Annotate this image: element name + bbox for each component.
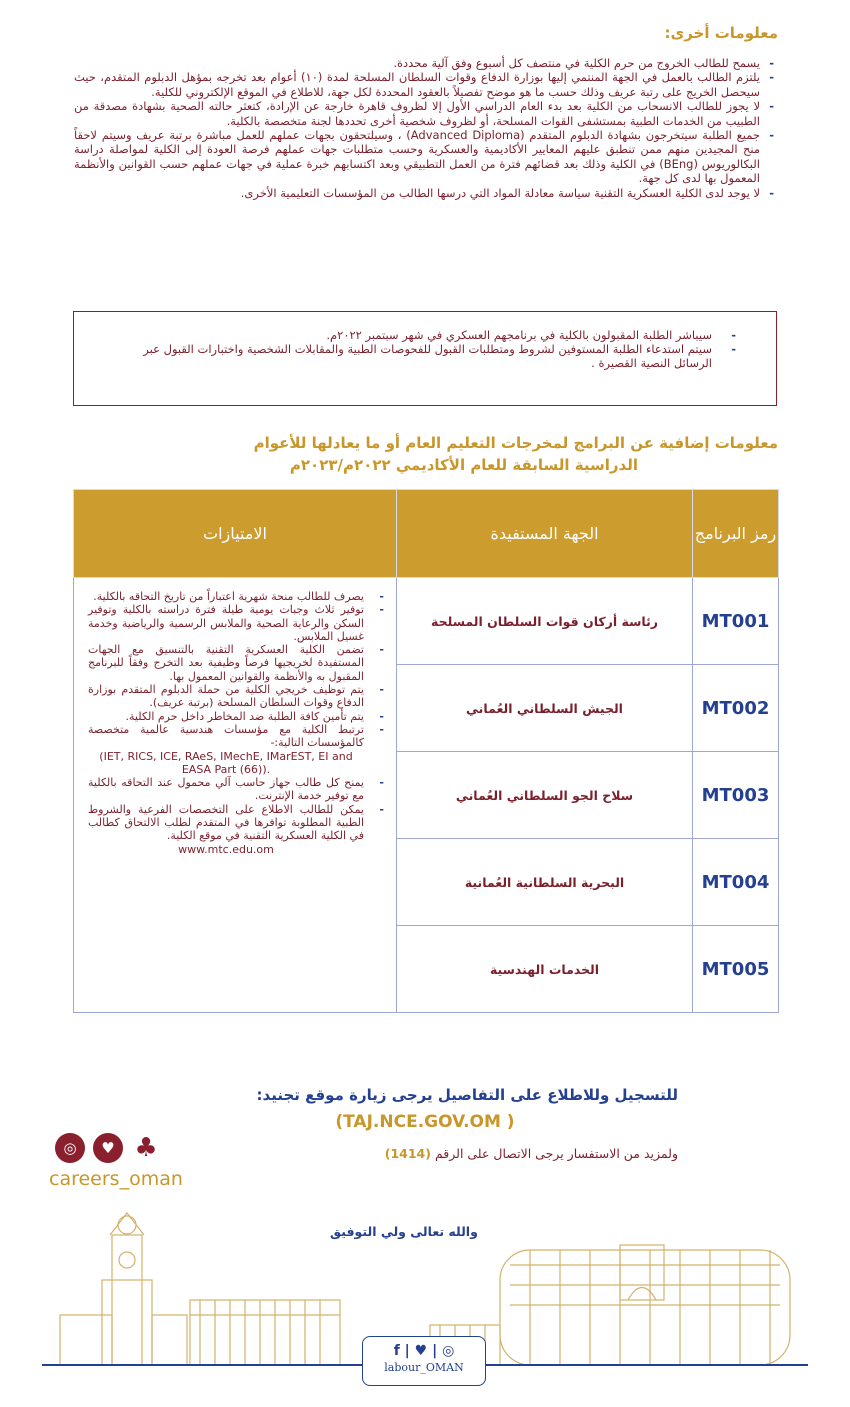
header-code: رمز البرنامج bbox=[693, 490, 779, 578]
table-row bbox=[74, 578, 779, 665]
twitter-icon[interactable]: ♥ bbox=[93, 1133, 123, 1163]
privilege-item bbox=[88, 723, 384, 776]
program-code: MT004 bbox=[693, 839, 779, 926]
privilege-item: - تضمن الكلية العسكرية التقنية بالتنسيق مع الجهات المستفيدة لخريجيها فرصاً وظيفية بعد التخرج وفقاً للبرنامج المقبول به والأنظمة والقوانين المعمول بها. bbox=[88, 643, 384, 683]
registration-title: للتسجيل وللاطلاع على التفاصيل يرجى زيارة موقع تجنيد: bbox=[256, 1086, 678, 1104]
program-code: MT001 bbox=[693, 578, 779, 665]
privilege-item bbox=[88, 803, 384, 856]
other-info-title: معلومات أخرى: bbox=[664, 24, 778, 42]
table-header-row bbox=[74, 490, 779, 578]
college-website-link[interactable]: www.mtc.edu.om bbox=[178, 842, 274, 856]
programs-title-line1: معلومات إضافية عن البرامج لمخرجات التعليم العام أو ما يعادلها للأعوام bbox=[253, 434, 778, 452]
program-code: MT002 bbox=[693, 665, 779, 752]
privilege-item-text: ترتبط الكلية مع مؤسسات هندسية عالمية متخصصة كالمؤسسات التالية:- bbox=[88, 722, 364, 750]
instagram-icon[interactable]: ◎ bbox=[55, 1133, 85, 1163]
header-entity: الجهة المستفيدة bbox=[397, 490, 693, 578]
other-info-item: - لا يجوز للطالب الانسحاب من الكلية بعد بدء العام الدراسي الأول إلا لظروف قاهرة خارجة عن الإرادة، كتعثر حالته الصحية بشهادة مصدقة من الطبيب من الخدمات الطبية بمستشفى القوات المسلحة، أو لظروف شخصية أخرى تحددها لجنة متخصصة بالكلية. bbox=[74, 99, 774, 128]
institutions-list: (IET, RICS, ICE, RAeS, IMechE, IMarEST, EI and EASA Part (66)). bbox=[99, 749, 353, 776]
programs-title-line2: الدراسية السابقة للعام الأكاديمي ٢٠٢٢م/٢٠٢٣م bbox=[289, 456, 638, 474]
registration-site-link[interactable]: (TAJ.NCE.GOV.OM ) bbox=[335, 1112, 515, 1132]
closing-phrase: والله تعالى ولي التوفيق bbox=[330, 1224, 478, 1239]
other-info-item: - جميع الطلبة سيتخرجون بشهادة الدبلوم المتقدم (Advanced Diploma) ، وسيلتحقون بجهات عملهم للعمل مباشرة برتبة عريف وسيتم لاحقاً منح المجيدين منهم ممن تنطبق عليهم المعايير الأكاديمية والعسكرية وحسب متطلبات جهات عملهم فرصة العودة إلى الكلية لمواصلة دراسة البكالوريوس (BEng) في الكلية وذلك بعد قضائهم فترة من العمل التطبيقي وبعد اكتسابهم خبرة عملية في جهات عملهم حسب القوانين والأنظمة المعمول بها لدى كل جهة. bbox=[74, 128, 774, 186]
privilege-item-text: يمكن للطالب الاطلاع على التخصصات الفرعية والشروط الطبية المطلوبة توافرها في المتقدم لطلب الالتحاق كطالب في الكلية العسكرية التقنية في موقع الكلية. bbox=[88, 802, 364, 843]
labour-social-box[interactable] bbox=[362, 1336, 486, 1386]
privilege-item: - يتم تأمين كافة الطلبة ضد المخاطر داخل حرم الكلية. bbox=[88, 710, 384, 723]
other-info-item: - لا يوجد لدى الكلية العسكرية التقنية سياسة معادلة المواد التي درسها الطالب من المؤسسات التعليمية الأخرى. bbox=[74, 186, 774, 200]
program-code: MT005 bbox=[693, 926, 779, 1013]
programs-table bbox=[73, 489, 779, 1013]
header-privileges: الامتيازات bbox=[74, 490, 397, 578]
privilege-item: - يمنح كل طالب جهاز حاسب آلي محمول عند التحاقه بالكلية مع توفير خدمة الإنترنت. bbox=[88, 776, 384, 803]
labour-handle[interactable]: labour_OMAN bbox=[384, 1361, 464, 1374]
program-entity: الجيش السلطاني العُماني bbox=[397, 665, 693, 752]
snapchat-icon[interactable]: ♣ bbox=[134, 1133, 158, 1163]
other-info-list bbox=[74, 56, 774, 200]
phone-text: ولمزيد من الاستفسار يرجى الاتصال على الرقم bbox=[434, 1146, 678, 1161]
other-info-item: - يلتزم الطالب بالعمل في الجهة المنتمي إليها بوزارة الدفاع وقوات السلطان المسلحة لمدة (١٠) أعوام بعد تخرجه بمؤهل الدبلوم المتقدم، حيث سيحصل الخريج على رتبة عريف وذلك حسب ما هو موضح تفصيلاً بالعقود المحددة لكل جهة، للاطلاع في الموقع الإلكتروني للكلية. bbox=[74, 70, 774, 99]
program-entity: رئاسة أركان قوات السلطان المسلحة bbox=[397, 578, 693, 665]
programs-title bbox=[68, 432, 778, 476]
labour-social-icons[interactable]: f | ♥ | ◎ bbox=[393, 1343, 455, 1359]
phone-line bbox=[385, 1146, 678, 1161]
notice-item: - سيباشر الطلبة المقبولون بالكلية في برنامجهم العسكري في شهر سبتمبر ٢٠٢٢م. bbox=[104, 328, 736, 342]
phone-number[interactable]: (1414) bbox=[384, 1146, 431, 1161]
notice-box bbox=[73, 311, 777, 406]
program-entity: الخدمات الهندسية bbox=[397, 926, 693, 1013]
privilege-item: - يتم توظيف خريجي الكلية من حملة الدبلوم المتقدم بوزارة الدفاع وقوات السلطان المسلحة (برتبة عريف). bbox=[88, 683, 384, 710]
careers-handle[interactable]: careers_oman bbox=[49, 1168, 183, 1190]
social-icons bbox=[55, 1133, 161, 1163]
program-code: MT003 bbox=[693, 752, 779, 839]
notice-item: - سيتم استدعاء الطلبة المستوفين لشروط ومتطلبات القبول للفحوصات الطبية والمقابلات الشخصية واختبارات القبول عبر الرسائل النصية القصيرة . bbox=[104, 342, 736, 370]
program-entity: سلاح الجو السلطاني العُماني bbox=[397, 752, 693, 839]
program-entity: البحرية السلطانية العُمانية bbox=[397, 839, 693, 926]
other-info-item: - يسمح للطالب الخروج من حرم الكلية في منتصف كل أسبوع وفق آلية محددة. bbox=[74, 56, 774, 70]
privilege-item: - توفير ثلاث وجبات يومية طيلة فترة دراسته بالكلية وتوفير السكن والرعاية الصحية والملابس الرسمية والرياضية وخدمة غسيل الملابس. bbox=[88, 603, 384, 643]
privilege-item: - يصرف للطالب منحة شهرية اعتباراً من تاريخ التحاقه بالكلية. bbox=[88, 590, 384, 603]
privileges-cell bbox=[74, 578, 397, 1013]
